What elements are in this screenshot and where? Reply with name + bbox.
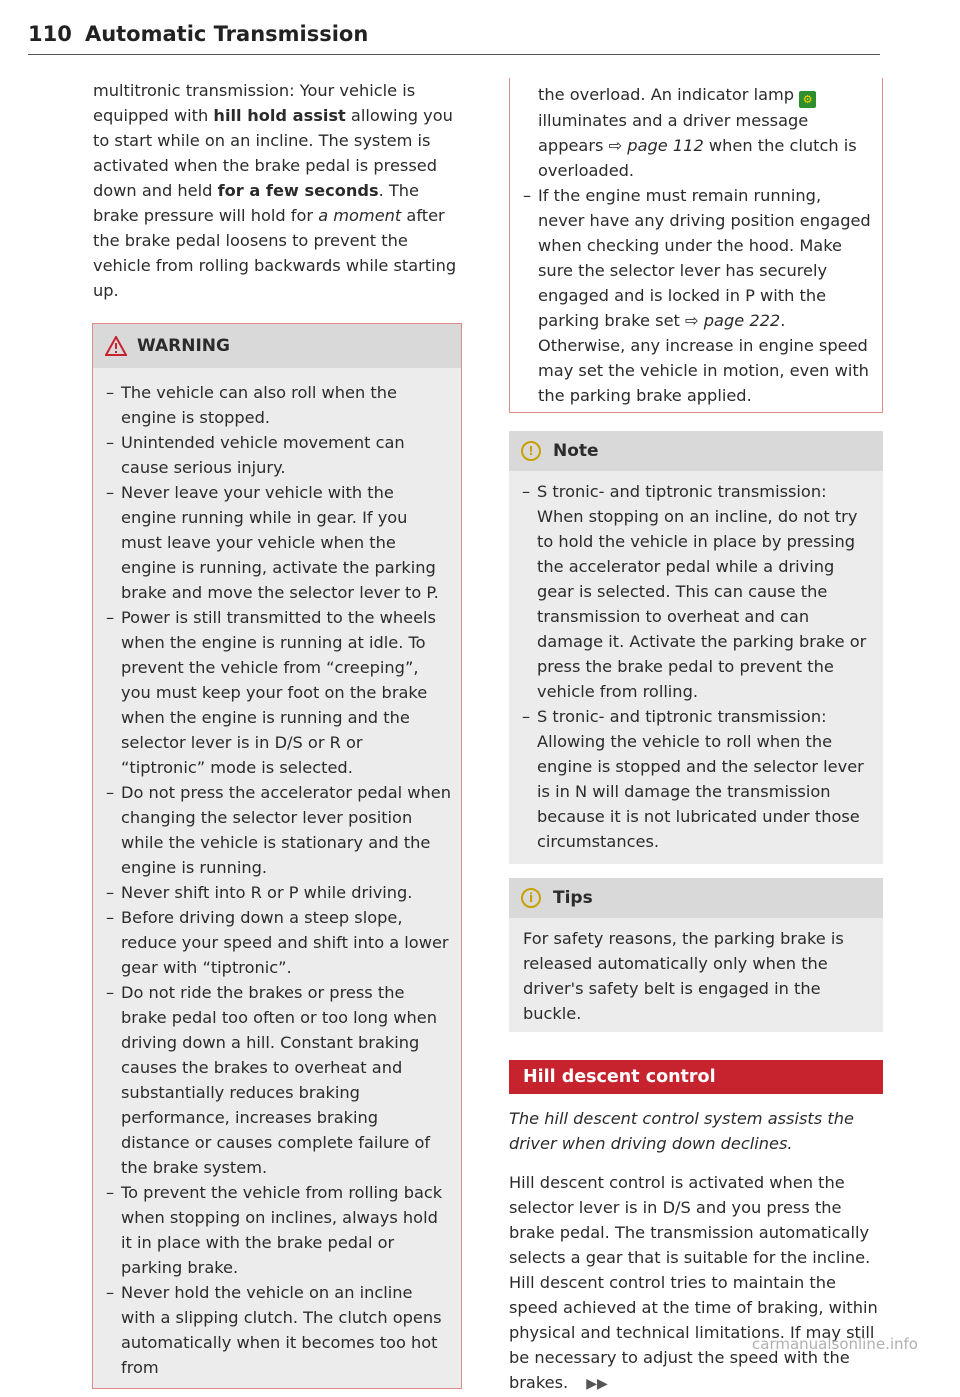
clutch-indicator-lamp-icon: ⚙ — [799, 91, 816, 108]
section-body — [509, 1170, 883, 1397]
note-exclamation-icon: ! — [521, 441, 541, 461]
warning-body — [93, 368, 461, 1388]
warning-triangle-icon — [105, 336, 127, 356]
section-heading-text: Hill descent control — [523, 1066, 716, 1087]
header-divider — [28, 54, 880, 55]
few-seconds-term: for a few seconds — [217, 181, 379, 200]
tips-body — [509, 918, 883, 1032]
warning-item: – To prevent the vehicle from rolling back when stopping on inclines, always hold it in place with the brake pedal or parking brake. — [97, 1180, 451, 1280]
warning-item: – Do not press the accelerator pedal when changing the selector lever position while the vehicle is stationary and the engine is running. — [97, 780, 451, 880]
intro-text: multitronic transmission: Your vehicle is equipped with — [93, 81, 416, 125]
hill-descent-heading — [509, 1060, 883, 1094]
section-title: Automatic Transmission — [84, 22, 369, 46]
warning-item — [514, 183, 872, 408]
intro-text: . The brake pressure will hold for — [93, 181, 419, 225]
warning-box — [92, 323, 462, 1389]
warning-item: – Never hold the vehicle on an incline with a slipping clutch. The clutch opens automatically when it becomes too hot from — [97, 1280, 451, 1380]
note-header — [509, 431, 883, 471]
warning-item: – Power is still transmitted to the wheels when the engine is running at idle. To prevent the vehicle from “creeping”, you must keep your foot on the brake when the engine is running and the selector lever is in D/S or R or “tiptronic” mode is selected. — [97, 605, 451, 780]
warning-item: – Unintended vehicle movement can cause serious injury. — [97, 430, 451, 480]
section-intro: The hill descent control system assists the driver when driving down declines. — [509, 1109, 854, 1153]
page-header — [28, 22, 880, 46]
cont-text: If the engine must remain running, never have any driving position engaged when checking under the hood. Make sure the selector lever has securely engaged and is locked in P with the parking brake set — [538, 186, 871, 330]
intro-text: allowing you to start while on an incline. The system is activated when the brake pedal is pressed down and held — [93, 106, 453, 200]
note-box — [509, 431, 883, 864]
note-body — [509, 471, 883, 864]
warning-title: WARNING — [137, 335, 230, 356]
warning-item: – Never shift into R or P while driving. — [97, 880, 451, 905]
page-number: 110 — [28, 22, 72, 46]
warning-continued-text — [514, 78, 872, 183]
warning-continuation — [509, 78, 883, 413]
hill-hold-intro — [92, 78, 462, 303]
note-title: Note — [553, 440, 599, 461]
right-column — [509, 78, 883, 1397]
tips-header — [509, 878, 883, 918]
tips-text: For safety reasons, the parking brake is released automatically only when the driver's safety belt is engaged in the buckle. — [523, 929, 844, 1023]
section-body-text: Hill descent control is activated when the selector lever is in D/S and you press the brake pedal. The transmission automatically selects a gear that is suitable for the incline. Hill descent control tries to maintain the speed achieved at the time of braking, within physical and technical limitations. If may still be necessary to adjust the speed with the brakes. — [509, 1173, 878, 1392]
watermark: carmanualsonline.info — [752, 1335, 918, 1353]
warning-item: – Never leave your vehicle with the engine running while in gear. If you must leave your vehicle when the engine is running, activate the parking brake and move the selector lever to P. — [97, 480, 451, 605]
warning-item: – Do not ride the brakes or press the brake pedal too often or too long when driving down a hill. Constant braking causes the brakes to overheat and substantially reduces braking performance, increases braking distance or causes complete failure of the brake system. — [97, 980, 451, 1180]
cont-text: . Otherwise, any increase in engine speed may set the vehicle in motion, even with the parking brake applied. — [538, 311, 869, 405]
warning-header — [93, 324, 461, 368]
tips-title: Tips — [553, 887, 593, 908]
warning-item: – The vehicle can also roll when the engine is stopped. — [97, 380, 451, 430]
page-reference-link[interactable]: ⇨ page 112 — [608, 136, 704, 155]
page-reference-link[interactable]: ⇨ page 222 — [685, 311, 781, 330]
intro-text: after the brake pedal loosens to prevent the vehicle from rolling backwards while starting up. — [93, 206, 457, 300]
note-item: – S tronic- and tiptronic transmission: When stopping on an incline, do not try to hold the vehicle in place by pressing the accelerator pedal while a driving gear is selected. This can cause the transmission to overheat and can damage it. Activate the parking brake or press the brake pedal to prevent the vehicle from rolling. — [513, 479, 873, 704]
a-moment-term: a moment — [318, 206, 402, 225]
continue-arrow-icon: ▶▶ — [586, 1376, 608, 1392]
note-item: – S tronic- and tiptronic transmission: Allowing the vehicle to roll when the engine is stopped and the selector lever is in N will damage the transmission because it is not lubricated under those circumstances. — [513, 704, 873, 854]
tips-box — [509, 878, 883, 1032]
cont-text: when the clutch is overloaded. — [538, 136, 857, 180]
warning-cont-list — [514, 183, 872, 408]
info-icon: i — [521, 888, 541, 908]
cont-text: illuminates and a driver message appears — [538, 111, 809, 155]
note-list — [513, 479, 873, 854]
cont-text: the overload. An indicator lamp — [538, 85, 800, 104]
hill-hold-assist-term: hill hold assist — [213, 106, 346, 125]
warning-list — [97, 380, 451, 1380]
warning-item: – Before driving down a steep slope, reduce your speed and shift into a lower gear with “tiptronic”. — [97, 905, 451, 980]
left-column — [92, 78, 462, 1389]
